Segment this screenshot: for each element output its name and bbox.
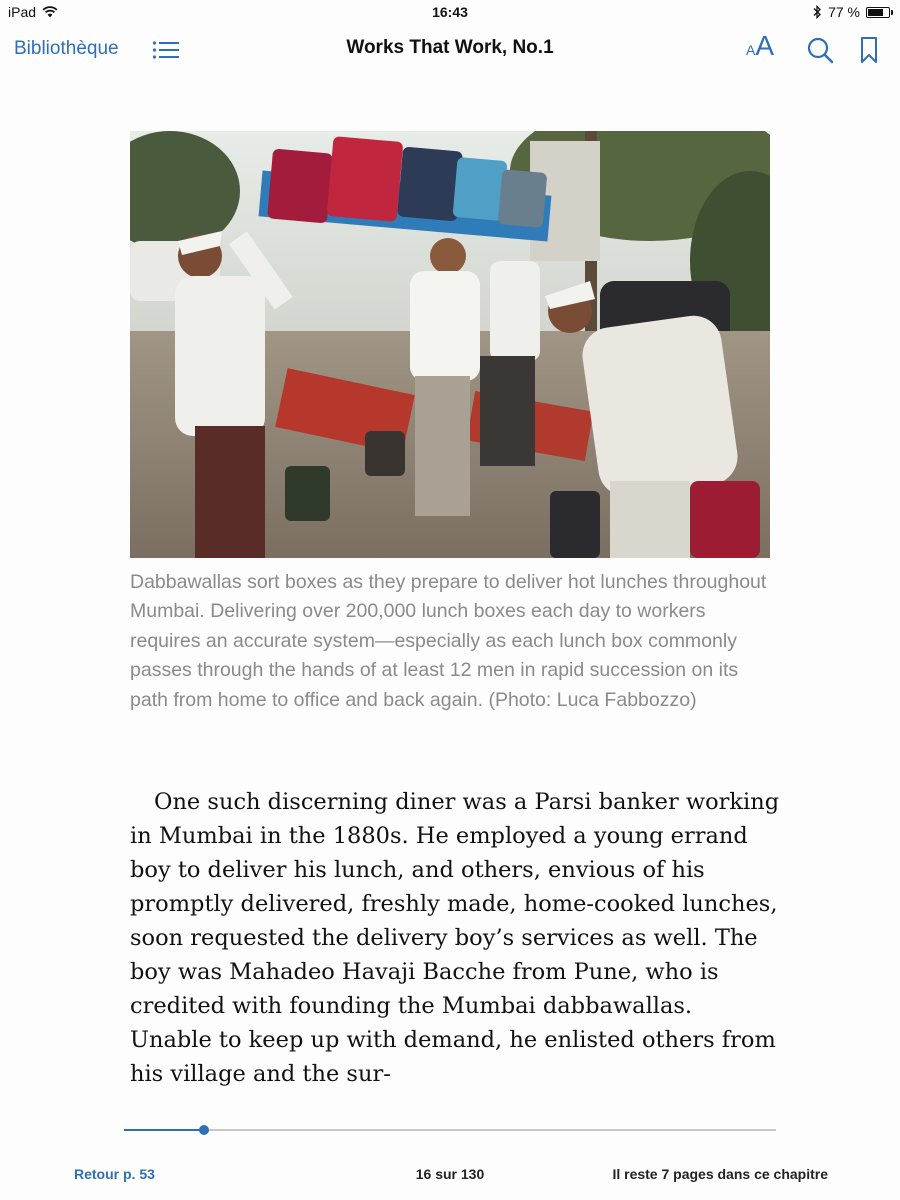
reader-footer [0,1166,900,1186]
pages-remaining: Il reste 7 pages dans ce chapitre [612,1166,828,1182]
back-to-page-link[interactable]: Retour p. 53 [74,1166,155,1182]
font-size-button[interactable] [746,32,774,60]
bookmark-icon[interactable] [858,36,880,64]
photo-illustration [130,131,770,558]
status-bar [0,0,900,24]
progress-fill [124,1129,204,1131]
battery-level [868,9,883,16]
book-title: Works That Work, No.1 [346,37,554,58]
font-size-small-icon: A [746,42,756,58]
dabbawallas-photo [130,131,770,558]
device-name: iPad [8,4,37,20]
status-right [812,4,890,20]
page-indicator: 16 sur 130 [415,1166,485,1182]
table-of-contents-icon[interactable] [152,40,180,60]
progress-knob[interactable] [199,1125,209,1135]
photo-caption: Dabbawallas sort boxes as they prepare to deliver hot lunches throughout Mumbai. Delivering over 200,000 lunch boxes each day to workers requires an accurate system—especially as each lunch box commonly passes through the hands of at least 12 men in rapid succession on its path from home to office and back again. (Photo: Luca Fabbozzo) [130,571,767,711]
search-icon[interactable] [806,36,834,64]
body-paragraph: One such discerning diner was a Parsi banker working in Mumbai in the 1880s. He employed a young errand boy to deliver his lunch, and others, envious of his promptly delivered, freshly made, home-cooked lunches, soon requested the delivery boy’s services as well. The boy was Mahadeo Havaji Bacche from Pune, who is credited with founding the Mumbai dabbawallas. Unable to keep up with demand, he enlisted others from his village and the sur- [130,789,780,1087]
battery-percent: 77 % [828,4,860,20]
font-size-large-icon: A [755,30,775,61]
body-text [130,785,780,1091]
battery-icon [866,7,890,18]
status-time: 16:43 [432,4,468,20]
bluetooth-icon [812,5,822,19]
library-button[interactable]: Bibliothèque [14,38,119,59]
page-progress-slider[interactable] [124,1129,776,1131]
reader-toolbar [0,28,900,72]
